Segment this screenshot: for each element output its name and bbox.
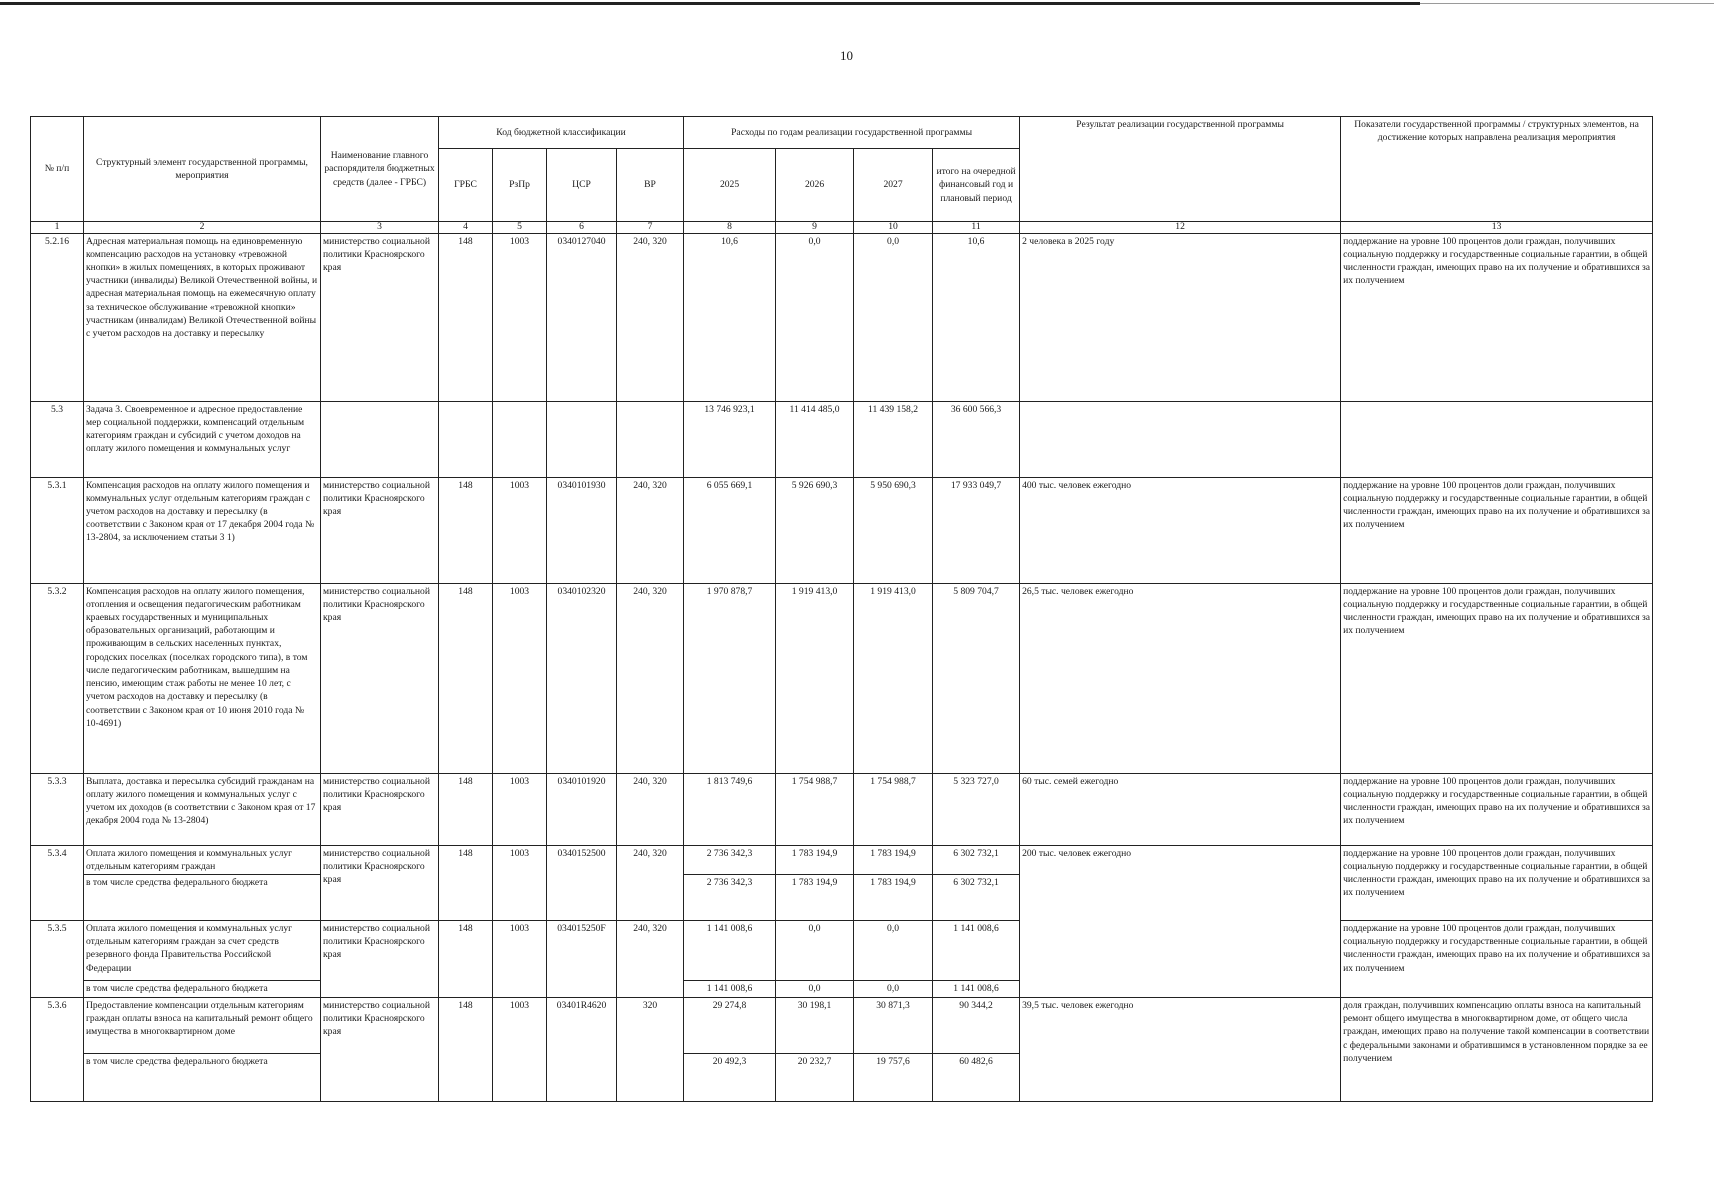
header-2027: 2027: [854, 149, 933, 222]
column-number: 5: [493, 222, 547, 234]
row-rzpr: 1003: [493, 921, 547, 998]
subrow-2027: 0,0: [854, 981, 933, 998]
row-grbs: 148: [439, 477, 493, 583]
top-rule: [0, 2, 1420, 5]
column-number: 3: [321, 222, 439, 234]
header-num: № п/п: [31, 117, 84, 222]
subrow-total: 6 302 732,1: [933, 875, 1020, 921]
row-num: 5.2.16: [31, 233, 84, 401]
row-grbs-name: министерство социальной политики Красноярского края: [321, 845, 439, 920]
table-row: [31, 233, 1653, 401]
row-num: 5.3.5: [31, 921, 84, 998]
row-vr: 240, 320: [617, 233, 684, 401]
row-grbs: 148: [439, 773, 493, 845]
row-result: 2 человека в 2025 году: [1020, 233, 1341, 401]
header-2026: 2026: [776, 149, 854, 222]
row-rzpr: 1003: [493, 583, 547, 773]
row-element: Адресная материальная помощь на единовременную компенсацию расходов на установку «тревожной кнопки» в жилых помещениях, в которых проживают участники (инвалиды) Великой Отечественной войны, и адресная материальная помощь на ежемесячную оплату за техническое обслуживание «тревожной кнопки» участникам (инвалидам) Великой Отечественной войны с учетом расходов на доставку и пересылку: [84, 233, 321, 401]
row-grbs: 148: [439, 845, 493, 920]
column-number: 2: [84, 222, 321, 234]
row-num: 5.3.4: [31, 845, 84, 920]
header-rzpr: РзПр: [493, 149, 547, 222]
subrow-label: в том числе средства федерального бюджета: [84, 981, 321, 998]
row-indicator: поддержание на уровне 100 процентов доли граждан, получивших социальную поддержку и государственные социальные гарантии, в общей численности граждан, имеющих право на их получение и обратившихся за их получением: [1341, 583, 1653, 773]
row-element: Оплата жилого помещения и коммунальных услуг отдельным категориям граждан: [84, 845, 321, 874]
row-rzpr: 1003: [493, 845, 547, 920]
row-total: 5 809 704,7: [933, 583, 1020, 773]
header-total: итого на очередной финансовый год и плановый период: [933, 149, 1020, 222]
row-indicator: поддержание на уровне 100 процентов доли граждан, получивших социальную поддержку и государственные социальные гарантии, в общей численности граждан, имеющих право на их получение и обратившихся за их получением: [1341, 233, 1653, 401]
row-indicator: [1341, 401, 1653, 477]
column-numbers-row: [31, 222, 1653, 234]
header-element: Структурный элемент государственной программы, мероприятия: [84, 117, 321, 222]
row-2026: 0,0: [776, 921, 854, 981]
row-indicator: поддержание на уровне 100 процентов доли граждан, получивших социальную поддержку и государственные социальные гарантии, в общей численности граждан, имеющих право на их получение и обратившихся за их получением: [1341, 921, 1653, 998]
row-element: Предоставление компенсации отдельным категориям граждан оплаты взноса на капитальный ремонт общего имущества в многоквартирном доме: [84, 998, 321, 1054]
row-result: 200 тыс. человек ежегодно: [1020, 845, 1341, 997]
column-number: 10: [854, 222, 933, 234]
row-num: 5.3.6: [31, 998, 84, 1102]
row-total: 10,6: [933, 233, 1020, 401]
subrow-2026: 20 232,7: [776, 1054, 854, 1102]
row-element: Задача 3. Своевременное и адресное предоставление мер социальной поддержки, компенсаций отдельным категориям граждан и субсидий с учетом доходов на оплату жилого помещения и коммунальных услуг: [84, 401, 321, 477]
subrow-total: 1 141 008,6: [933, 981, 1020, 998]
row-2026: 1 754 988,7: [776, 773, 854, 845]
column-number: 1: [31, 222, 84, 234]
row-element: Оплата жилого помещения и коммунальных услуг отдельным категориям граждан за счет средств резервного фонда Правительства Российской Федерации: [84, 921, 321, 981]
row-2026: 1 783 194,9: [776, 845, 854, 874]
row-grbs-name: министерство социальной политики Красноярского края: [321, 583, 439, 773]
subrow-total: 60 482,6: [933, 1054, 1020, 1102]
row-2027: 0,0: [854, 233, 933, 401]
row-total: 17 933 049,7: [933, 477, 1020, 583]
row-vr: 240, 320: [617, 773, 684, 845]
row-grbs-name: министерство социальной политики Красноярского края: [321, 921, 439, 998]
row-2025: 10,6: [684, 233, 776, 401]
row-indicator: поддержание на уровне 100 процентов доли граждан, получивших социальную поддержку и государственные социальные гарантии, в общей численности граждан, имеющих право на их получение и обратившихся за их получением: [1341, 477, 1653, 583]
row-2026: 1 919 413,0: [776, 583, 854, 773]
column-number: 7: [617, 222, 684, 234]
column-number: 11: [933, 222, 1020, 234]
row-grbs-name: [321, 401, 439, 477]
row-2026: 30 198,1: [776, 998, 854, 1054]
row-grbs: 148: [439, 998, 493, 1102]
header-2025: 2025: [684, 149, 776, 222]
column-number: 9: [776, 222, 854, 234]
subrow-2025: 20 492,3: [684, 1054, 776, 1102]
row-num: 5.3.3: [31, 773, 84, 845]
table-row: [31, 773, 1653, 845]
column-number: 4: [439, 222, 493, 234]
row-2027: 1 919 413,0: [854, 583, 933, 773]
row-result: 400 тыс. человек ежегодно: [1020, 477, 1341, 583]
row-2026: 5 926 690,3: [776, 477, 854, 583]
column-number: 8: [684, 222, 776, 234]
header-csr: ЦСР: [547, 149, 617, 222]
row-indicator: доля граждан, получивших компенсацию оплаты взноса на капитальный ремонт общего имущества в многоквартирном доме, от общего числа граждан, имеющих право на получение такой компенсации в соответствии с федеральными законами и обратившимся в установленном порядке за ее получением: [1341, 998, 1653, 1102]
row-rzpr: 1003: [493, 773, 547, 845]
row-result: 39,5 тыс. человек ежегодно: [1020, 998, 1341, 1102]
header-indicators: Показатели государственной программы / структурных элементов, на достижение которых направлена реализация мероприятия: [1341, 117, 1653, 222]
header-kbk-group: Код бюджетной классификации: [439, 117, 684, 149]
row-vr: 240, 320: [617, 845, 684, 920]
row-csr: 0340152500: [547, 845, 617, 920]
row-csr: 0340127040: [547, 233, 617, 401]
row-2025: 6 055 669,1: [684, 477, 776, 583]
subrow-2026: 0,0: [776, 981, 854, 998]
row-num: 5.3.2: [31, 583, 84, 773]
subrow-label: в том числе средства федерального бюджета: [84, 875, 321, 921]
row-2027: 5 950 690,3: [854, 477, 933, 583]
row-csr: 034015250F: [547, 921, 617, 998]
row-csr: 0340102320: [547, 583, 617, 773]
subrow-2025: 1 141 008,6: [684, 981, 776, 998]
page-number: 10: [840, 48, 853, 63]
row-csr: 0340101920: [547, 773, 617, 845]
subrow-2027: 19 757,6: [854, 1054, 933, 1102]
table-row: [31, 401, 1653, 477]
row-total: 5 323 727,0: [933, 773, 1020, 845]
subrow-label: в том числе средства федерального бюджета: [84, 1054, 321, 1102]
table-row: [31, 583, 1653, 773]
header-grbs: ГРБС: [439, 149, 493, 222]
subrow-2026: 1 783 194,9: [776, 875, 854, 921]
table-row: [31, 998, 1653, 1054]
row-vr: [617, 401, 684, 477]
row-grbs-name: министерство социальной политики Красноярского края: [321, 998, 439, 1102]
row-total: 6 302 732,1: [933, 845, 1020, 874]
row-grbs: [439, 401, 493, 477]
column-number: 6: [547, 222, 617, 234]
row-vr: 320: [617, 998, 684, 1102]
row-num: 5.3.1: [31, 477, 84, 583]
row-total: 90 344,2: [933, 998, 1020, 1054]
row-2025: 1 970 878,7: [684, 583, 776, 773]
row-rzpr: 1003: [493, 477, 547, 583]
row-rzpr: 1003: [493, 233, 547, 401]
row-csr: [547, 401, 617, 477]
header-vr: ВР: [617, 149, 684, 222]
row-num: 5.3: [31, 401, 84, 477]
row-element: Компенсация расходов на оплату жилого помещения, отопления и освещения педагогическим работникам краевых государственных и муниципальных образовательных организаций, работающим и проживающим в сельских населенных пунктах, городских поселках (поселках городского типа), в том числе педагогическим работникам, вышедшим на пенсию, имеющим стаж работы не менее 10 лет, с учетом расходов на доставку и пересылку (в соответствии с Законом края от 10 июня 2010 года № 10-4691): [84, 583, 321, 773]
row-2025: 1 813 749,6: [684, 773, 776, 845]
subrow-2027: 1 783 194,9: [854, 875, 933, 921]
row-2027: 1 754 988,7: [854, 773, 933, 845]
row-csr: 0340101930: [547, 477, 617, 583]
row-grbs-name: министерство социальной политики Красноярского края: [321, 477, 439, 583]
row-2025: 29 274,8: [684, 998, 776, 1054]
row-2025: 1 141 008,6: [684, 921, 776, 981]
row-indicator: поддержание на уровне 100 процентов доли граждан, получивших социальную поддержку и государственные социальные гарантии, в общей численности граждан, имеющих право на их получение и обратившихся за их получением: [1341, 773, 1653, 845]
header-result: Результат реализации государственной программы: [1020, 117, 1341, 222]
column-number: 12: [1020, 222, 1341, 234]
row-2027: 30 871,3: [854, 998, 933, 1054]
row-element: Компенсация расходов на оплату жилого помещения и коммунальных услуг отдельным категориям граждан с учетом расходов на доставку и пересылку (в соответствии с Законом края от 17 декабря 2004 года № 13-2804, за исключением статьи 3 1): [84, 477, 321, 583]
table-row: [31, 845, 1653, 874]
row-2027: 11 439 158,2: [854, 401, 933, 477]
top-rule-faint: [1420, 3, 1714, 4]
row-rzpr: 1003: [493, 998, 547, 1102]
program-table: [30, 116, 1653, 1102]
row-csr: 03401R4620: [547, 998, 617, 1102]
row-grbs: 148: [439, 583, 493, 773]
subrow-2025: 2 736 342,3: [684, 875, 776, 921]
row-element: Выплата, доставка и пересылка субсидий гражданам на оплату жилого помещения и коммунальных услуг с учетом их доходов (в соответствии с Законом края от 17 декабря 2004 года № 13-2804): [84, 773, 321, 845]
row-result: 26,5 тыс. человек ежегодно: [1020, 583, 1341, 773]
header-grbs-name: Наименование главного распорядителя бюджетных средств (далее - ГРБС): [321, 117, 439, 222]
row-2025: 2 736 342,3: [684, 845, 776, 874]
row-grbs-name: министерство социальной политики Красноярского края: [321, 773, 439, 845]
row-grbs: 148: [439, 233, 493, 401]
table-row: [31, 477, 1653, 583]
row-2026: 0,0: [776, 233, 854, 401]
row-total: 1 141 008,6: [933, 921, 1020, 981]
row-result: [1020, 401, 1341, 477]
table-row: [31, 921, 1653, 981]
row-vr: 240, 320: [617, 921, 684, 998]
row-vr: 240, 320: [617, 583, 684, 773]
row-indicator: поддержание на уровне 100 процентов доли граждан, получивших социальную поддержку и государственные социальные гарантии, в общей численности граждан, имеющих право на их получение и обратившихся за их получением: [1341, 845, 1653, 920]
row-result: 60 тыс. семей ежегодно: [1020, 773, 1341, 845]
row-rzpr: [493, 401, 547, 477]
row-total: 36 600 566,3: [933, 401, 1020, 477]
row-grbs: 148: [439, 921, 493, 998]
row-vr: 240, 320: [617, 477, 684, 583]
header-expenses-group: Расходы по годам реализации государственной программы: [684, 117, 1020, 149]
row-2025: 13 746 923,1: [684, 401, 776, 477]
row-2026: 11 414 485,0: [776, 401, 854, 477]
column-number: 13: [1341, 222, 1653, 234]
row-2027: 1 783 194,9: [854, 845, 933, 874]
row-2027: 0,0: [854, 921, 933, 981]
row-grbs-name: министерство социальной политики Красноярского края: [321, 233, 439, 401]
